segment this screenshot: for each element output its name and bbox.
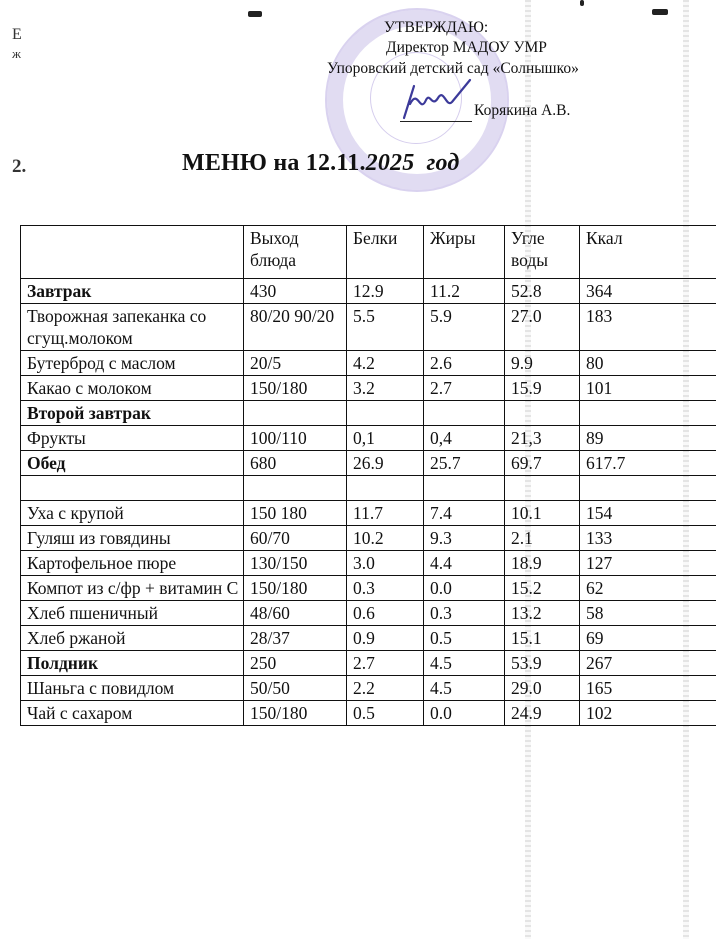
dish-name: Шаньга с повидлом [21,676,244,701]
scan-speck [248,11,262,17]
dish-kcal: 364 [580,279,717,304]
approval-signer: Корякина А.В. [474,102,571,119]
dish-kcal: 58 [580,601,717,626]
section-row [21,451,717,476]
dish-yield: 150 180 [244,501,347,526]
dish-protein: 5.5 [347,304,424,351]
dish-carbs: 10.1 [505,501,580,526]
table-row [21,304,717,351]
dish-name: Полдник [21,651,244,676]
dish-name: Чай с сахаром [21,701,244,726]
dish-fat: 5.9 [424,304,505,351]
dish-protein: 0.9 [347,626,424,651]
dish-yield: 100/110 [244,426,347,451]
table-row [21,676,717,701]
dish-protein: 10.2 [347,526,424,551]
dish-carbs: 27.0 [505,304,580,351]
dish-yield: 48/60 [244,601,347,626]
dish-carbs [505,476,580,501]
dish-yield: 150/180 [244,576,347,601]
dish-fat: 2.6 [424,351,505,376]
dish-carbs: 69.7 [505,451,580,476]
dish-kcal: 617.7 [580,451,717,476]
table-row [21,601,717,626]
table-row [21,526,717,551]
dish-protein [347,401,424,426]
table-row [21,626,717,651]
dish-kcal: 62 [580,576,717,601]
header-fat: Жиры [424,226,505,279]
dish-yield: 60/70 [244,526,347,551]
table-row [21,426,717,451]
dish-name: Хлеб ржаной [21,626,244,651]
dish-carbs: 53.9 [505,651,580,676]
dish-kcal [580,476,717,501]
signature-line [400,121,472,122]
dish-yield: 80/20 90/20 [244,304,347,351]
dish-protein: 0,1 [347,426,424,451]
dish-fat: 11.2 [424,279,505,304]
dish-carbs: 21,3 [505,426,580,451]
dish-fat: 0.0 [424,701,505,726]
dish-kcal: 102 [580,701,717,726]
title-year: 2025 [365,150,415,176]
dish-carbs: 15.9 [505,376,580,401]
dish-yield: 130/150 [244,551,347,576]
dish-fat: 4.4 [424,551,505,576]
dish-name: Уха с крупой [21,501,244,526]
dish-name: Творожная запеканка со сгущ.молоком [21,304,244,351]
dish-yield: 150/180 [244,376,347,401]
dish-kcal: 89 [580,426,717,451]
dish-name: Какао с молоком [21,376,244,401]
dish-kcal: 69 [580,626,717,651]
dish-kcal: 101 [580,376,717,401]
dish-carbs: 52.8 [505,279,580,304]
dish-yield: 430 [244,279,347,304]
dish-name: Хлеб пшеничный [21,601,244,626]
dish-name: Компот из с/фр + витамин С [21,576,244,601]
dish-fat [424,476,505,501]
table-row [21,501,717,526]
dish-name: Фрукты [21,426,244,451]
dish-carbs: 24.9 [505,701,580,726]
section-row [21,279,717,304]
scan-speck [580,0,584,6]
title-prefix: МЕНЮ на 12.11. [182,150,366,176]
dish-yield: 28/37 [244,626,347,651]
dish-yield: 250 [244,651,347,676]
dish-carbs: 9.9 [505,351,580,376]
table-header-row [21,226,717,279]
blank-row [21,476,717,501]
dish-yield [244,476,347,501]
header-kcal: Ккал [580,226,717,279]
header-carbs: Угле воды [505,226,580,279]
dish-fat: 0.5 [424,626,505,651]
dish-fat: 4.5 [424,651,505,676]
dish-fat: 7.4 [424,501,505,526]
dish-name [21,476,244,501]
dish-protein: 11.7 [347,501,424,526]
header-dish [21,226,244,279]
dish-protein: 2.7 [347,651,424,676]
dish-protein [347,476,424,501]
table-row [21,576,717,601]
section-row [21,651,717,676]
dish-kcal: 133 [580,526,717,551]
approval-position: Директор МАДОУ УМР [386,39,547,56]
dish-carbs: 15.1 [505,626,580,651]
section-row [21,401,717,426]
dish-kcal: 183 [580,304,717,351]
dish-name: Гуляш из говядины [21,526,244,551]
dish-protein: 4.2 [347,351,424,376]
dish-protein: 2.2 [347,676,424,701]
dish-yield: 150/180 [244,701,347,726]
dish-protein: 0.5 [347,701,424,726]
dish-protein: 3.0 [347,551,424,576]
dish-carbs: 18.9 [505,551,580,576]
dish-kcal: 80 [580,351,717,376]
dish-fat: 0,4 [424,426,505,451]
dish-kcal: 127 [580,551,717,576]
menu-table [20,225,716,726]
dish-yield: 20/5 [244,351,347,376]
signature-icon [396,74,476,124]
dish-protein: 0.6 [347,601,424,626]
dish-name: Завтрак [21,279,244,304]
header-protein: Белки [347,226,424,279]
table-row [21,376,717,401]
dish-name: Второй завтрак [21,401,244,426]
dish-fat: 4.5 [424,676,505,701]
dish-protein: 12.9 [347,279,424,304]
dish-kcal: 267 [580,651,717,676]
dish-fat: 0.3 [424,601,505,626]
page-title [182,150,460,177]
dish-fat: 9.3 [424,526,505,551]
scan-speck [652,9,668,15]
dish-name: Обед [21,451,244,476]
approval-heading: УТВЕРЖДАЮ: [384,19,489,36]
dish-fat: 0.0 [424,576,505,601]
dish-yield: 50/50 [244,676,347,701]
dish-name: Бутерброд с маслом [21,351,244,376]
dish-kcal [580,401,717,426]
dish-yield: 680 [244,451,347,476]
approval-organization: Упоровский детский сад «Солнышко» [327,60,579,77]
dish-kcal: 165 [580,676,717,701]
dish-name: Картофельное пюре [21,551,244,576]
dish-yield [244,401,347,426]
title-suffix: год [426,150,460,176]
dish-carbs: 29.0 [505,676,580,701]
dish-kcal: 154 [580,501,717,526]
header-yield: Выход блюда [244,226,347,279]
dish-carbs: 15.2 [505,576,580,601]
table-row [21,551,717,576]
dish-carbs: 13.2 [505,601,580,626]
dish-protein: 0.3 [347,576,424,601]
dish-protein: 26.9 [347,451,424,476]
edge-fragment: Е [12,26,22,43]
edge-fragment: 2. [12,156,27,177]
edge-fragment: ж [12,46,21,61]
dish-fat: 2.7 [424,376,505,401]
dish-fat: 25.7 [424,451,505,476]
dish-carbs: 2.1 [505,526,580,551]
dish-carbs [505,401,580,426]
dish-fat [424,401,505,426]
table-row [21,701,717,726]
table-row [21,351,717,376]
dish-protein: 3.2 [347,376,424,401]
